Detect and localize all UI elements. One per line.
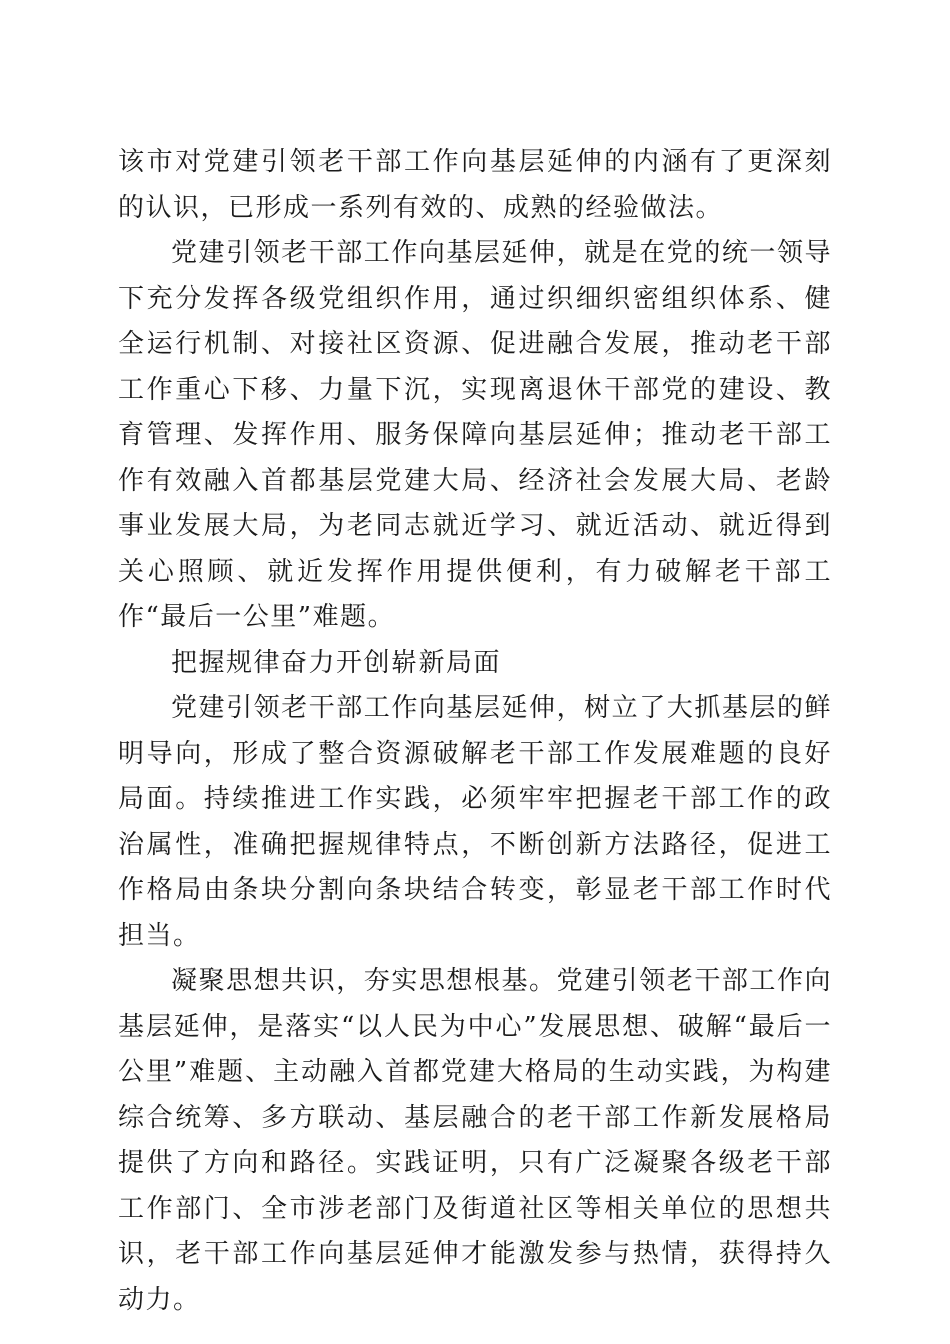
section-heading: 把握规律奋力开创崭新局面 [171, 647, 502, 678]
paragraph-consensus: 凝聚思想共识，夯实思想根基。党建引领老干部工作向基层延伸，是落实“以人民为中心”发展思想、破解“最后一公里”难题、主动融入首都党建大格局的生动实践，为构建综合统筹、多方联动、基层融合的老干部工作新发展格局提供了方向和路径。实践证明，只有广泛凝聚各级老干部工作部门、全市涉老部门及街道社区等相关单位的思想共识，老干部工作向基层延伸才能激发参与热情，获得持久动力。 [118, 966, 832, 1315]
paragraph-definition: 党建引领老干部工作向基层延伸，就是在党的统一领导下充分发挥各级党组织作用，通过织细织密组织体系、健全运行机制、对接社区资源、促进融合发展，推动老干部工作重心下移、力量下沉，实现离退休干部党的建设、教育管理、发挥作用、服务保障向基层延伸；推动老干部工作有效融入首都基层党建大局、经济社会发展大局、老龄事业发展大局，为老同志就近学习、就近活动、就近得到关心照顾、就近发挥作用提供便利，有力破解老干部工作“最后一公里”难题。 [118, 238, 832, 632]
document-body [118, 140, 832, 1323]
paragraph-orientation: 党建引领老干部工作向基层延伸，树立了大抓基层的鲜明导向，形成了整合资源破解老干部工作发展难题的良好局面。持续推进工作实践，必须牢牢把握老干部工作的政治属性，准确把握规律特点，不断创新方法路径，促进工作格局由条块分割向条块结合转变，彰显老干部工作时代担当。 [118, 693, 832, 951]
paragraph-continuation: 该市对党建引领老干部工作向基层延伸的内涵有了更深刻的认识，已形成一系列有效的、成熟的经验做法。 [118, 147, 832, 223]
